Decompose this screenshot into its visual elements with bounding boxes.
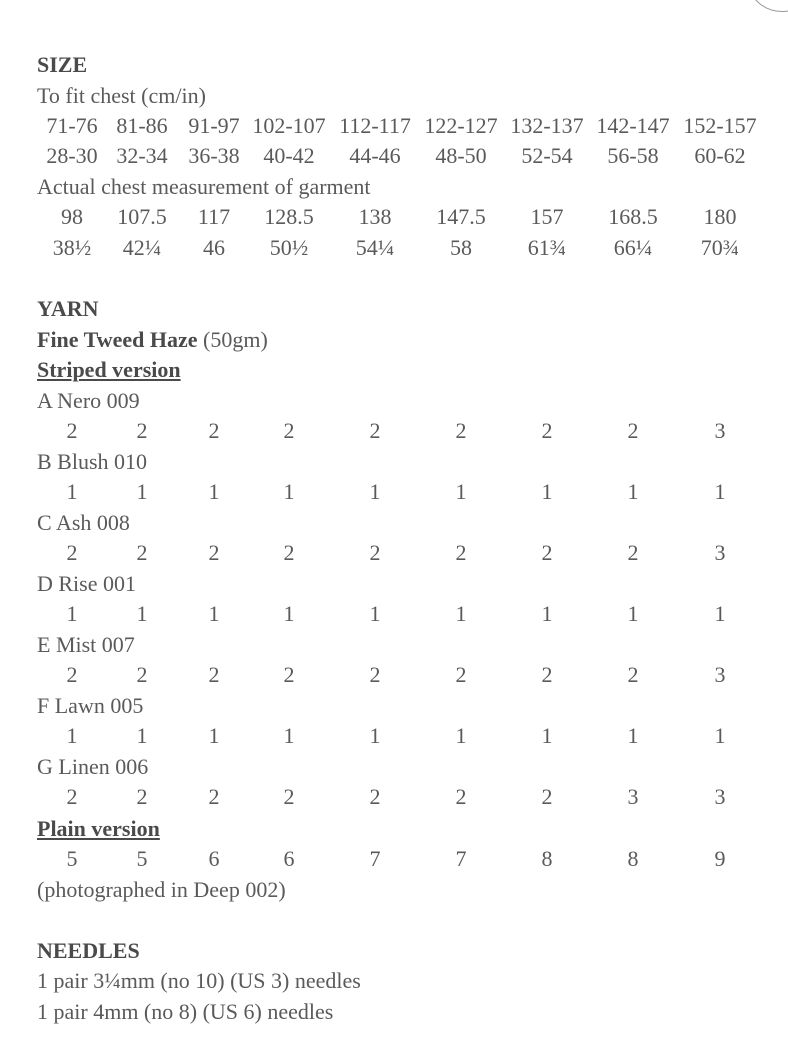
actual-cm-cell: 180	[703, 204, 737, 229]
colour-cell: 2	[541, 784, 553, 809]
striped-version-label: Striped version	[37, 357, 181, 382]
fit-cm-cell: 132-137	[510, 113, 584, 138]
fit-in-cell: 52-54	[521, 143, 573, 168]
actual-chest-label: Actual chest measurement of garment	[37, 174, 371, 199]
colour-cell: 2	[369, 662, 381, 687]
plain-cell: 5	[66, 846, 78, 871]
actual-cm-cell: 157	[530, 204, 564, 229]
colour-row-a	[0, 416, 788, 446]
colour-cell: 2	[136, 418, 148, 443]
fit-in-cell: 56-58	[607, 143, 659, 168]
colour-cell: 2	[455, 784, 467, 809]
fit-in-cell: 36-38	[188, 143, 240, 168]
colour-label-a: A Nero 009	[37, 388, 140, 413]
fit-cm-cell: 71-76	[46, 113, 98, 138]
yarn-name: Fine Tweed Haze	[37, 327, 198, 352]
colour-cell: 1	[541, 723, 553, 748]
fit-chest-label: To fit chest (cm/in)	[37, 83, 206, 108]
colour-cell: 1	[208, 723, 220, 748]
plain-cell: 8	[541, 846, 553, 871]
actual-in-cell: 46	[203, 235, 225, 260]
colour-label-d: D Rise 001	[37, 571, 136, 596]
colour-cell: 2	[369, 540, 381, 565]
fit-cm-cell: 102-107	[252, 113, 326, 138]
actual-in-cell: 54¼	[355, 235, 395, 260]
colour-cell: 2	[208, 662, 220, 687]
actual-cm-row	[0, 202, 788, 232]
fit-cm-cell: 112-117	[339, 113, 411, 138]
colour-cell: 1	[455, 479, 467, 504]
needles-heading: NEEDLES	[37, 938, 140, 963]
colour-cell: 2	[66, 784, 78, 809]
yarn-heading: YARN	[37, 296, 99, 321]
colour-cell: 2	[136, 540, 148, 565]
plain-cell: 8	[627, 846, 639, 871]
actual-cm-cell: 138	[358, 204, 392, 229]
colour-cell: 2	[455, 662, 467, 687]
fit-in-cell: 48-50	[435, 143, 487, 168]
colour-cell: 2	[208, 784, 220, 809]
actual-cm-cell: 98	[61, 204, 83, 229]
fit-in-cell: 32-34	[116, 143, 168, 168]
colour-cell: 2	[283, 662, 295, 687]
colour-cell: 1	[66, 601, 78, 626]
colour-cell: 1	[455, 601, 467, 626]
colour-cell: 1	[627, 723, 639, 748]
colour-row-e	[0, 660, 788, 690]
plain-cell: 7	[455, 846, 467, 871]
colour-cell: 1	[714, 479, 726, 504]
colour-cell: 1	[627, 601, 639, 626]
actual-cm-cell: 128.5	[264, 204, 314, 229]
colour-label-b: B Blush 010	[37, 449, 148, 474]
colour-row-b	[0, 477, 788, 507]
colour-cell: 2	[66, 662, 78, 687]
yarn-name-line	[37, 325, 268, 355]
yarn-weight: (50gm)	[197, 327, 268, 352]
actual-in-cell: 66¼	[613, 235, 653, 260]
colour-cell: 1	[541, 601, 553, 626]
colour-label-c: C Ash 008	[37, 510, 130, 535]
fit-in-cell: 40-42	[263, 143, 315, 168]
size-heading: SIZE	[37, 52, 88, 77]
colour-row-g	[0, 782, 788, 812]
plain-version-label: Plain version	[37, 816, 160, 841]
colour-cell: 2	[208, 540, 220, 565]
colour-cell: 1	[714, 723, 726, 748]
colour-cell: 2	[283, 784, 295, 809]
plain-cell: 6	[208, 846, 220, 871]
colour-cell: 2	[66, 540, 78, 565]
colour-cell: 1	[714, 601, 726, 626]
actual-cm-cell: 107.5	[117, 204, 167, 229]
fit-cm-cell: 122-127	[424, 113, 498, 138]
actual-in-cell: 50½	[269, 235, 309, 260]
colour-cell: 2	[283, 540, 295, 565]
fit-cm-row	[0, 111, 788, 141]
colour-cell: 1	[283, 601, 295, 626]
actual-in-cell: 70¾	[700, 235, 740, 260]
colour-cell: 1	[369, 601, 381, 626]
colour-cell: 2	[541, 418, 553, 443]
colour-cell: 1	[627, 479, 639, 504]
colour-cell: 1	[283, 723, 295, 748]
colour-cell: 2	[283, 418, 295, 443]
colour-cell: 2	[541, 662, 553, 687]
colour-cell: 1	[369, 723, 381, 748]
colour-cell: 2	[455, 418, 467, 443]
colour-cell: 2	[66, 418, 78, 443]
colour-cell: 1	[541, 479, 553, 504]
colour-cell: 1	[208, 601, 220, 626]
actual-in-cell: 38½	[52, 235, 92, 260]
plain-cell: 7	[369, 846, 381, 871]
actual-cm-cell: 168.5	[608, 204, 658, 229]
colour-cell: 3	[714, 784, 726, 809]
colour-cell: 3	[714, 540, 726, 565]
actual-cm-cell: 117	[197, 204, 231, 229]
colour-cell: 2	[208, 418, 220, 443]
colour-cell: 2	[541, 540, 553, 565]
colour-label-f: F Lawn 005	[37, 693, 144, 718]
plain-cell: 6	[283, 846, 295, 871]
colour-cell: 1	[369, 479, 381, 504]
colour-cell: 2	[627, 540, 639, 565]
actual-in-row	[0, 233, 788, 263]
needle-item: 1 pair 4mm (no 8) (US 6) needles	[37, 999, 334, 1024]
plain-cell: 9	[714, 846, 726, 871]
colour-cell: 1	[66, 723, 78, 748]
colour-cell: 3	[714, 418, 726, 443]
colour-cell: 1	[136, 723, 148, 748]
fit-in-cell: 60-62	[694, 143, 746, 168]
plain-cell: 5	[136, 846, 148, 871]
fit-cm-cell: 142-147	[596, 113, 670, 138]
colour-cell: 1	[455, 723, 467, 748]
colour-cell: 2	[627, 418, 639, 443]
colour-cell: 1	[283, 479, 295, 504]
plain-row	[0, 844, 788, 874]
colour-cell: 2	[369, 418, 381, 443]
fit-in-cell: 28-30	[46, 143, 98, 168]
colour-label-e: E Mist 007	[37, 632, 135, 657]
colour-cell: 1	[208, 479, 220, 504]
colour-cell: 2	[369, 784, 381, 809]
colour-row-c	[0, 538, 788, 568]
actual-in-cell: 42¼	[122, 235, 162, 260]
colour-label-g: G Linen 006	[37, 754, 149, 779]
fit-in-row	[0, 141, 788, 171]
fit-cm-cell: 81-86	[116, 113, 168, 138]
fit-cm-cell: 152-157	[683, 113, 757, 138]
colour-row-d	[0, 599, 788, 629]
colour-cell: 3	[714, 662, 726, 687]
needle-item: 1 pair 3¼mm (no 10) (US 3) needles	[37, 968, 361, 993]
actual-cm-cell: 147.5	[436, 204, 486, 229]
colour-cell: 2	[136, 784, 148, 809]
colour-cell: 2	[455, 540, 467, 565]
fit-in-cell: 44-46	[349, 143, 401, 168]
colour-cell: 2	[136, 662, 148, 687]
colour-cell: 1	[136, 479, 148, 504]
corner-decoration	[746, 0, 788, 12]
colour-row-f	[0, 721, 788, 751]
colour-cell: 2	[627, 662, 639, 687]
colour-cell: 1	[66, 479, 78, 504]
fit-cm-cell: 91-97	[188, 113, 240, 138]
actual-in-cell: 58	[450, 235, 472, 260]
actual-in-cell: 61¾	[527, 235, 567, 260]
colour-cell: 3	[627, 784, 639, 809]
plain-note: (photographed in Deep 002)	[37, 877, 286, 902]
colour-cell: 1	[136, 601, 148, 626]
